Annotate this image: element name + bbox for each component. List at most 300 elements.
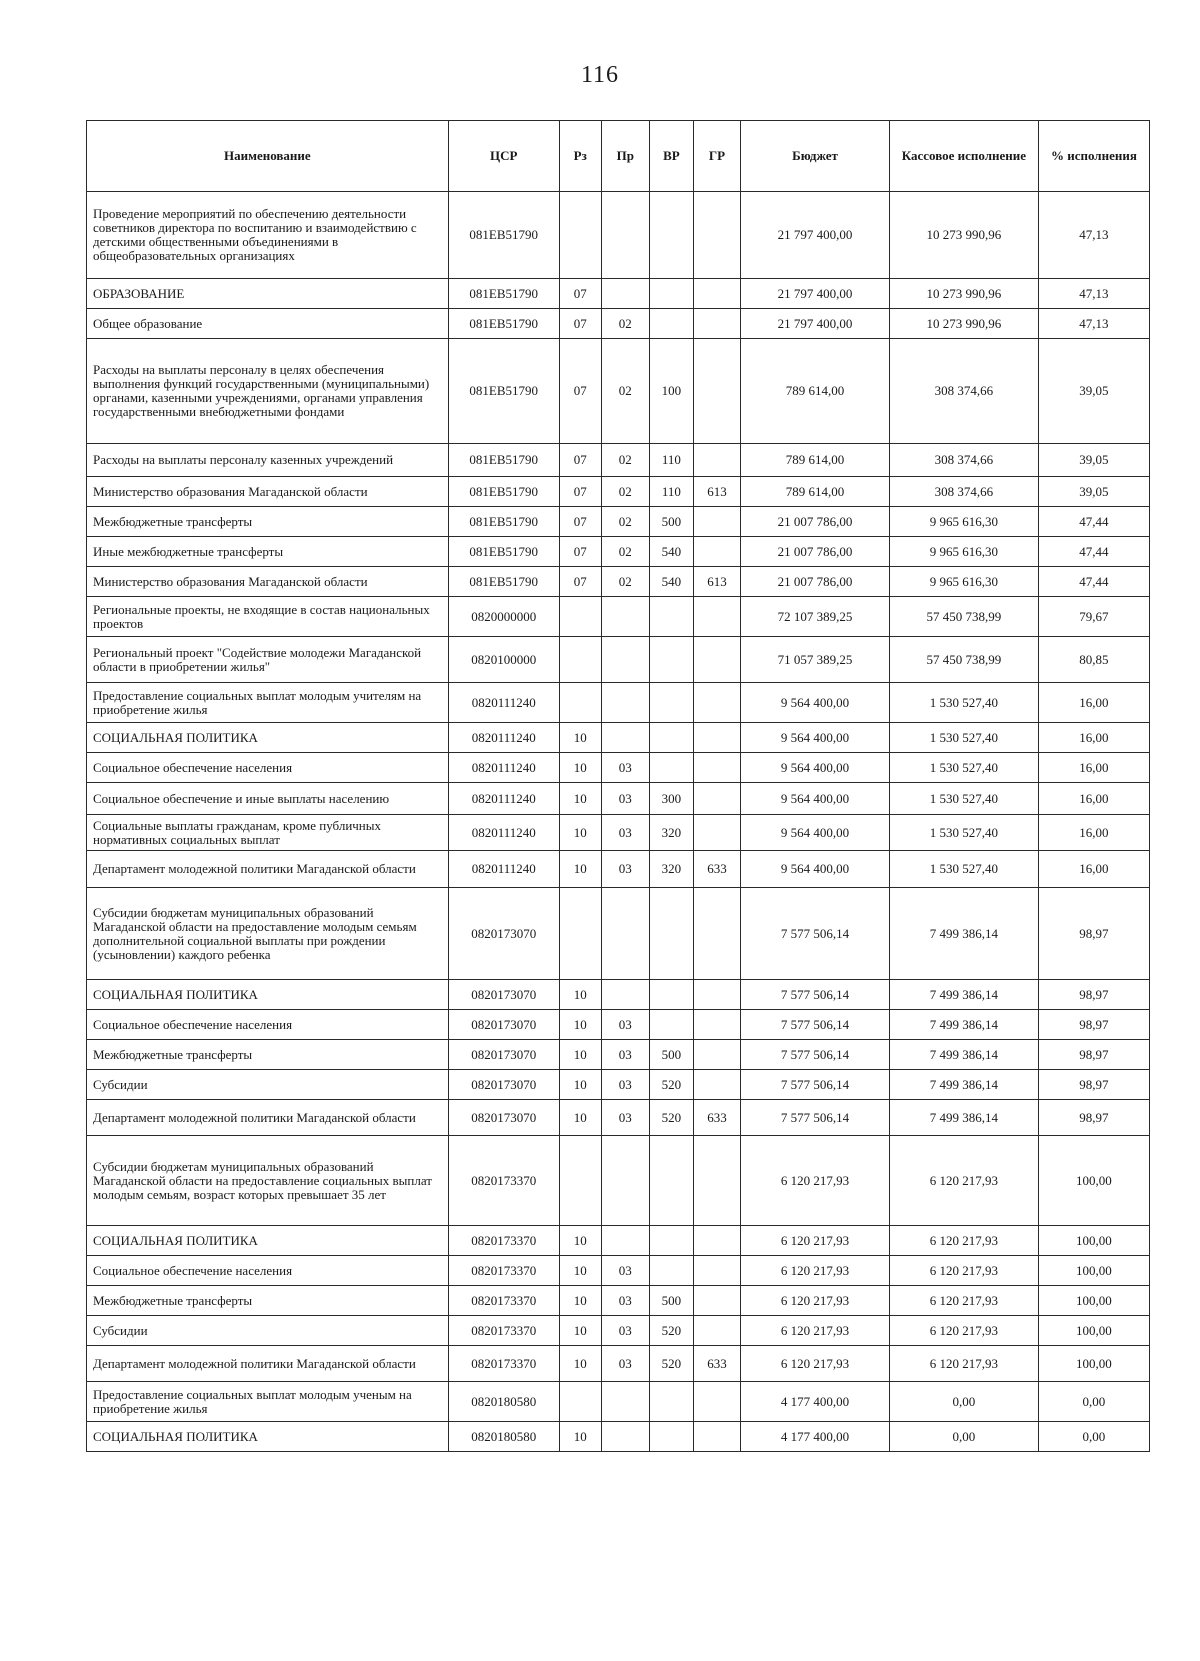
- row-percent: 100,00: [1038, 1136, 1149, 1226]
- table-row: [87, 851, 1150, 888]
- row-budget: 21 007 786,00: [741, 507, 890, 537]
- row-cash: 308 374,66: [889, 444, 1038, 477]
- row-percent: 98,97: [1038, 1040, 1149, 1070]
- row-vr: [649, 279, 693, 309]
- row-cash: 308 374,66: [889, 477, 1038, 507]
- row-pr: 03: [601, 783, 649, 815]
- row-name: ОБРАЗОВАНИЕ: [87, 279, 449, 309]
- row-csr: 081EB51790: [448, 309, 559, 339]
- table-row: [87, 1070, 1150, 1100]
- row-vr: [649, 1136, 693, 1226]
- row-csr: 0820111240: [448, 683, 559, 723]
- row-csr: 0820173070: [448, 1070, 559, 1100]
- row-vr: 320: [649, 815, 693, 851]
- row-percent: 16,00: [1038, 753, 1149, 783]
- row-gr: [693, 1286, 740, 1316]
- row-percent: 98,97: [1038, 1070, 1149, 1100]
- row-vr: 520: [649, 1316, 693, 1346]
- row-budget: 9 564 400,00: [741, 683, 890, 723]
- row-cash: 7 499 386,14: [889, 1010, 1038, 1040]
- row-budget: 21 797 400,00: [741, 309, 890, 339]
- row-budget: 72 107 389,25: [741, 597, 890, 637]
- row-cash: 7 499 386,14: [889, 1100, 1038, 1136]
- row-name: СОЦИАЛЬНАЯ ПОЛИТИКА: [87, 723, 449, 753]
- row-name: Межбюджетные трансферты: [87, 507, 449, 537]
- table-row: [87, 723, 1150, 753]
- row-vr: 500: [649, 1040, 693, 1070]
- table-row: [87, 1382, 1150, 1422]
- row-pr: 03: [601, 1286, 649, 1316]
- row-vr: 500: [649, 1286, 693, 1316]
- header-budget: Бюджет: [741, 121, 890, 192]
- row-vr: [649, 309, 693, 339]
- table-row: [87, 1010, 1150, 1040]
- row-percent: 16,00: [1038, 783, 1149, 815]
- row-name: Социальное обеспечение населения: [87, 753, 449, 783]
- budget-table: [86, 120, 1150, 1452]
- row-budget: 9 564 400,00: [741, 723, 890, 753]
- row-name: Департамент молодежной политики Магаданской области: [87, 1100, 449, 1136]
- row-name: СОЦИАЛЬНАЯ ПОЛИТИКА: [87, 1422, 449, 1452]
- table-row: [87, 637, 1150, 683]
- row-gr: 613: [693, 567, 740, 597]
- table-row: [87, 1346, 1150, 1382]
- row-name: Департамент молодежной политики Магаданской области: [87, 1346, 449, 1382]
- row-vr: 540: [649, 567, 693, 597]
- row-csr: 0820180580: [448, 1422, 559, 1452]
- row-rz: 10: [559, 851, 601, 888]
- row-budget: 4 177 400,00: [741, 1382, 890, 1422]
- row-name: Расходы на выплаты персоналу казенных учреждений: [87, 444, 449, 477]
- row-csr: 0820173370: [448, 1136, 559, 1226]
- row-budget: 21 007 786,00: [741, 567, 890, 597]
- row-vr: 520: [649, 1100, 693, 1136]
- row-rz: [559, 683, 601, 723]
- row-budget: 21 797 400,00: [741, 192, 890, 279]
- row-csr: 0820173370: [448, 1256, 559, 1286]
- table-row: [87, 753, 1150, 783]
- row-gr: [693, 279, 740, 309]
- row-name: Социальное обеспечение населения: [87, 1010, 449, 1040]
- header-csr: ЦСР: [448, 121, 559, 192]
- row-percent: 47,13: [1038, 309, 1149, 339]
- row-vr: [649, 1010, 693, 1040]
- table-row: [87, 192, 1150, 279]
- row-budget: 7 577 506,14: [741, 1070, 890, 1100]
- row-cash: 7 499 386,14: [889, 888, 1038, 980]
- row-vr: [649, 1382, 693, 1422]
- row-csr: 0820173070: [448, 1040, 559, 1070]
- row-vr: 300: [649, 783, 693, 815]
- row-cash: 6 120 217,93: [889, 1346, 1038, 1382]
- row-cash: 6 120 217,93: [889, 1226, 1038, 1256]
- row-csr: 081EB51790: [448, 444, 559, 477]
- row-rz: 07: [559, 477, 601, 507]
- table-row: [87, 1286, 1150, 1316]
- table-row: [87, 1256, 1150, 1286]
- table-row: [87, 1100, 1150, 1136]
- row-cash: 10 273 990,96: [889, 309, 1038, 339]
- row-name: Предоставление социальных выплат молодым учителям на приобретение жилья: [87, 683, 449, 723]
- row-gr: [693, 815, 740, 851]
- row-pr: 03: [601, 1316, 649, 1346]
- row-rz: 07: [559, 537, 601, 567]
- row-gr: [693, 339, 740, 444]
- row-percent: 100,00: [1038, 1286, 1149, 1316]
- row-cash: 1 530 527,40: [889, 683, 1038, 723]
- row-gr: [693, 1040, 740, 1070]
- row-name: Социальное обеспечение и иные выплаты населению: [87, 783, 449, 815]
- row-gr: [693, 1382, 740, 1422]
- row-pr: [601, 888, 649, 980]
- row-cash: 1 530 527,40: [889, 815, 1038, 851]
- row-name: Министерство образования Магаданской области: [87, 477, 449, 507]
- row-csr: 0820173070: [448, 888, 559, 980]
- row-name: Предоставление социальных выплат молодым ученым на приобретение жилья: [87, 1382, 449, 1422]
- row-rz: [559, 597, 601, 637]
- row-rz: 10: [559, 1286, 601, 1316]
- row-pr: 02: [601, 507, 649, 537]
- row-budget: 7 577 506,14: [741, 1010, 890, 1040]
- table-row: [87, 980, 1150, 1010]
- row-pr: 03: [601, 1040, 649, 1070]
- row-pr: [601, 723, 649, 753]
- row-budget: 7 577 506,14: [741, 980, 890, 1010]
- header-rz: Рз: [559, 121, 601, 192]
- row-gr: 633: [693, 1100, 740, 1136]
- row-rz: [559, 1136, 601, 1226]
- row-name: Региональный проект "Содействие молодежи Магаданской области в приобретении жилья": [87, 637, 449, 683]
- row-gr: [693, 444, 740, 477]
- table-row: [87, 339, 1150, 444]
- table-row: [87, 537, 1150, 567]
- row-budget: 9 564 400,00: [741, 851, 890, 888]
- table-row: [87, 477, 1150, 507]
- row-vr: [649, 888, 693, 980]
- row-name: Социальное обеспечение населения: [87, 1256, 449, 1286]
- row-csr: 0820111240: [448, 753, 559, 783]
- row-gr: [693, 980, 740, 1010]
- row-percent: 47,13: [1038, 192, 1149, 279]
- row-percent: 100,00: [1038, 1316, 1149, 1346]
- row-pr: [601, 683, 649, 723]
- row-pr: 03: [601, 1100, 649, 1136]
- table-row: [87, 507, 1150, 537]
- row-rz: [559, 1382, 601, 1422]
- row-gr: [693, 683, 740, 723]
- row-pr: [601, 1422, 649, 1452]
- row-gr: [693, 637, 740, 683]
- row-budget: 6 120 217,93: [741, 1316, 890, 1346]
- header-row: [87, 121, 1150, 192]
- row-cash: 9 965 616,30: [889, 567, 1038, 597]
- row-rz: 07: [559, 339, 601, 444]
- row-rz: 10: [559, 1346, 601, 1382]
- row-budget: 21 007 786,00: [741, 537, 890, 567]
- row-name: СОЦИАЛЬНАЯ ПОЛИТИКА: [87, 1226, 449, 1256]
- row-cash: 57 450 738,99: [889, 597, 1038, 637]
- header-gr: ГР: [693, 121, 740, 192]
- row-pr: [601, 1136, 649, 1226]
- row-name: Межбюджетные трансферты: [87, 1286, 449, 1316]
- row-csr: 081EB51790: [448, 339, 559, 444]
- row-gr: [693, 1226, 740, 1256]
- row-name: Межбюджетные трансферты: [87, 1040, 449, 1070]
- row-rz: [559, 637, 601, 683]
- row-cash: 0,00: [889, 1382, 1038, 1422]
- row-rz: 10: [559, 980, 601, 1010]
- row-vr: 320: [649, 851, 693, 888]
- row-csr: 0820111240: [448, 851, 559, 888]
- row-vr: [649, 723, 693, 753]
- table-row: [87, 815, 1150, 851]
- row-pr: 02: [601, 444, 649, 477]
- table-row: [87, 1040, 1150, 1070]
- row-csr: 081EB51790: [448, 192, 559, 279]
- row-percent: 98,97: [1038, 888, 1149, 980]
- row-vr: 100: [649, 339, 693, 444]
- row-name: Иные межбюджетные трансферты: [87, 537, 449, 567]
- row-percent: 39,05: [1038, 477, 1149, 507]
- row-gr: 613: [693, 477, 740, 507]
- row-csr: 081EB51790: [448, 279, 559, 309]
- table-row: [87, 783, 1150, 815]
- row-vr: 540: [649, 537, 693, 567]
- row-name: Министерство образования Магаданской области: [87, 567, 449, 597]
- row-pr: 03: [601, 1070, 649, 1100]
- row-budget: 6 120 217,93: [741, 1226, 890, 1256]
- row-percent: 47,44: [1038, 507, 1149, 537]
- row-rz: 10: [559, 1010, 601, 1040]
- row-gr: [693, 1010, 740, 1040]
- row-cash: 10 273 990,96: [889, 279, 1038, 309]
- row-percent: 79,67: [1038, 597, 1149, 637]
- row-budget: 21 797 400,00: [741, 279, 890, 309]
- row-vr: [649, 1226, 693, 1256]
- row-name: Региональные проекты, не входящие в состав национальных проектов: [87, 597, 449, 637]
- row-csr: 0820173070: [448, 1010, 559, 1040]
- row-cash: 7 499 386,14: [889, 980, 1038, 1010]
- row-name: Социальные выплаты гражданам, кроме публичных нормативных социальных выплат: [87, 815, 449, 851]
- row-gr: [693, 753, 740, 783]
- row-vr: [649, 637, 693, 683]
- row-rz: 10: [559, 1226, 601, 1256]
- row-cash: 7 499 386,14: [889, 1070, 1038, 1100]
- row-rz: 10: [559, 1422, 601, 1452]
- row-vr: [649, 753, 693, 783]
- row-budget: 789 614,00: [741, 444, 890, 477]
- row-cash: 6 120 217,93: [889, 1286, 1038, 1316]
- row-name: Департамент молодежной политики Магаданской области: [87, 851, 449, 888]
- row-rz: 10: [559, 1100, 601, 1136]
- row-percent: 47,44: [1038, 567, 1149, 597]
- row-percent: 39,05: [1038, 339, 1149, 444]
- row-cash: 1 530 527,40: [889, 723, 1038, 753]
- row-name: Проведение мероприятий по обеспечению деятельности советников директора по воспитанию и взаимодействию с детскими общественными объединениями в общеобразовательных организациях: [87, 192, 449, 279]
- row-budget: 71 057 389,25: [741, 637, 890, 683]
- row-cash: 1 530 527,40: [889, 783, 1038, 815]
- row-name: СОЦИАЛЬНАЯ ПОЛИТИКА: [87, 980, 449, 1010]
- row-name: Субсидии: [87, 1070, 449, 1100]
- row-budget: 7 577 506,14: [741, 1100, 890, 1136]
- row-rz: 07: [559, 567, 601, 597]
- row-csr: 081EB51790: [448, 507, 559, 537]
- row-vr: 500: [649, 507, 693, 537]
- row-budget: 6 120 217,93: [741, 1136, 890, 1226]
- row-cash: 7 499 386,14: [889, 1040, 1038, 1070]
- row-pr: 02: [601, 339, 649, 444]
- row-cash: 1 530 527,40: [889, 851, 1038, 888]
- row-rz: 07: [559, 507, 601, 537]
- row-pr: 03: [601, 1256, 649, 1286]
- row-budget: 9 564 400,00: [741, 753, 890, 783]
- row-rz: 10: [559, 815, 601, 851]
- row-percent: 100,00: [1038, 1226, 1149, 1256]
- row-budget: 7 577 506,14: [741, 888, 890, 980]
- row-csr: 081EB51790: [448, 477, 559, 507]
- row-gr: [693, 537, 740, 567]
- row-pr: [601, 1226, 649, 1256]
- table-row: [87, 1422, 1150, 1452]
- row-percent: 80,85: [1038, 637, 1149, 683]
- row-budget: 6 120 217,93: [741, 1256, 890, 1286]
- row-csr: 0820173370: [448, 1316, 559, 1346]
- row-csr: 0820111240: [448, 815, 559, 851]
- row-vr: [649, 683, 693, 723]
- row-budget: 6 120 217,93: [741, 1286, 890, 1316]
- row-name: Субсидии: [87, 1316, 449, 1346]
- row-vr: 520: [649, 1070, 693, 1100]
- row-rz: [559, 192, 601, 279]
- row-cash: 6 120 217,93: [889, 1136, 1038, 1226]
- row-budget: 7 577 506,14: [741, 1040, 890, 1070]
- row-csr: 0820000000: [448, 597, 559, 637]
- row-cash: 308 374,66: [889, 339, 1038, 444]
- table-row: [87, 279, 1150, 309]
- row-rz: 10: [559, 1316, 601, 1346]
- row-cash: 1 530 527,40: [889, 753, 1038, 783]
- row-percent: 98,97: [1038, 1010, 1149, 1040]
- row-csr: 081EB51790: [448, 537, 559, 567]
- header-cash: Кассовое исполнение: [889, 121, 1038, 192]
- row-cash: 9 965 616,30: [889, 507, 1038, 537]
- row-pr: [601, 1382, 649, 1422]
- row-rz: 10: [559, 1040, 601, 1070]
- table-row: [87, 683, 1150, 723]
- row-cash: 57 450 738,99: [889, 637, 1038, 683]
- row-rz: 10: [559, 783, 601, 815]
- row-vr: [649, 1422, 693, 1452]
- row-pr: 02: [601, 477, 649, 507]
- row-csr: 0820180580: [448, 1382, 559, 1422]
- row-budget: 4 177 400,00: [741, 1422, 890, 1452]
- row-gr: 633: [693, 1346, 740, 1382]
- row-gr: [693, 1136, 740, 1226]
- row-pr: 02: [601, 567, 649, 597]
- row-percent: 16,00: [1038, 723, 1149, 753]
- row-rz: 07: [559, 309, 601, 339]
- row-gr: [693, 507, 740, 537]
- row-gr: [693, 597, 740, 637]
- row-budget: 789 614,00: [741, 339, 890, 444]
- row-pr: 02: [601, 309, 649, 339]
- header-pr: Пр: [601, 121, 649, 192]
- row-pr: 03: [601, 815, 649, 851]
- page-number: 116: [580, 62, 620, 88]
- row-percent: 98,97: [1038, 980, 1149, 1010]
- row-cash: 9 965 616,30: [889, 537, 1038, 567]
- row-vr: [649, 597, 693, 637]
- row-budget: 789 614,00: [741, 477, 890, 507]
- row-name: Общее образование: [87, 309, 449, 339]
- row-csr: 081EB51790: [448, 567, 559, 597]
- table-row: [87, 567, 1150, 597]
- row-csr: 0820111240: [448, 723, 559, 753]
- row-gr: [693, 1316, 740, 1346]
- row-percent: 47,44: [1038, 537, 1149, 567]
- row-csr: 0820173370: [448, 1226, 559, 1256]
- row-csr: 0820111240: [448, 783, 559, 815]
- row-pr: [601, 279, 649, 309]
- row-name: Субсидии бюджетам муниципальных образований Магаданской области на предоставление молодым семьям дополнительной социальной выплаты при рождении (усыновлении) каждого ребенка: [87, 888, 449, 980]
- header-vr: ВР: [649, 121, 693, 192]
- row-gr: [693, 309, 740, 339]
- row-rz: 10: [559, 1070, 601, 1100]
- row-gr: [693, 888, 740, 980]
- row-vr: [649, 980, 693, 1010]
- table-row: [87, 597, 1150, 637]
- row-rz: 07: [559, 444, 601, 477]
- row-pr: [601, 980, 649, 1010]
- row-pr: [601, 597, 649, 637]
- table-row: [87, 444, 1150, 477]
- row-budget: 6 120 217,93: [741, 1346, 890, 1382]
- row-percent: 100,00: [1038, 1346, 1149, 1382]
- row-gr: [693, 1422, 740, 1452]
- row-name: Расходы на выплаты персоналу в целях обеспечения выполнения функций государственными (муниципальными) органами, казенными учреждениями, органами управления государственными внебюджетными фондами: [87, 339, 449, 444]
- row-cash: 6 120 217,93: [889, 1316, 1038, 1346]
- row-gr: [693, 192, 740, 279]
- row-vr: 110: [649, 477, 693, 507]
- row-budget: 9 564 400,00: [741, 783, 890, 815]
- row-percent: 16,00: [1038, 851, 1149, 888]
- row-rz: 07: [559, 279, 601, 309]
- row-percent: 47,13: [1038, 279, 1149, 309]
- row-vr: 110: [649, 444, 693, 477]
- row-gr: [693, 1256, 740, 1286]
- table-row: [87, 1136, 1150, 1226]
- table-row: [87, 888, 1150, 980]
- row-budget: 9 564 400,00: [741, 815, 890, 851]
- row-percent: 16,00: [1038, 683, 1149, 723]
- row-pr: 03: [601, 753, 649, 783]
- row-pr: 03: [601, 851, 649, 888]
- row-percent: 0,00: [1038, 1382, 1149, 1422]
- row-rz: 10: [559, 723, 601, 753]
- row-percent: 98,97: [1038, 1100, 1149, 1136]
- row-gr: [693, 783, 740, 815]
- row-cash: 6 120 217,93: [889, 1256, 1038, 1286]
- row-vr: [649, 1256, 693, 1286]
- row-rz: [559, 888, 601, 980]
- table-row: [87, 1316, 1150, 1346]
- row-gr: [693, 1070, 740, 1100]
- header-name: Наименование: [87, 121, 449, 192]
- row-percent: 39,05: [1038, 444, 1149, 477]
- row-pr: 03: [601, 1346, 649, 1382]
- header-percent: % исполнения: [1038, 121, 1149, 192]
- row-gr: 633: [693, 851, 740, 888]
